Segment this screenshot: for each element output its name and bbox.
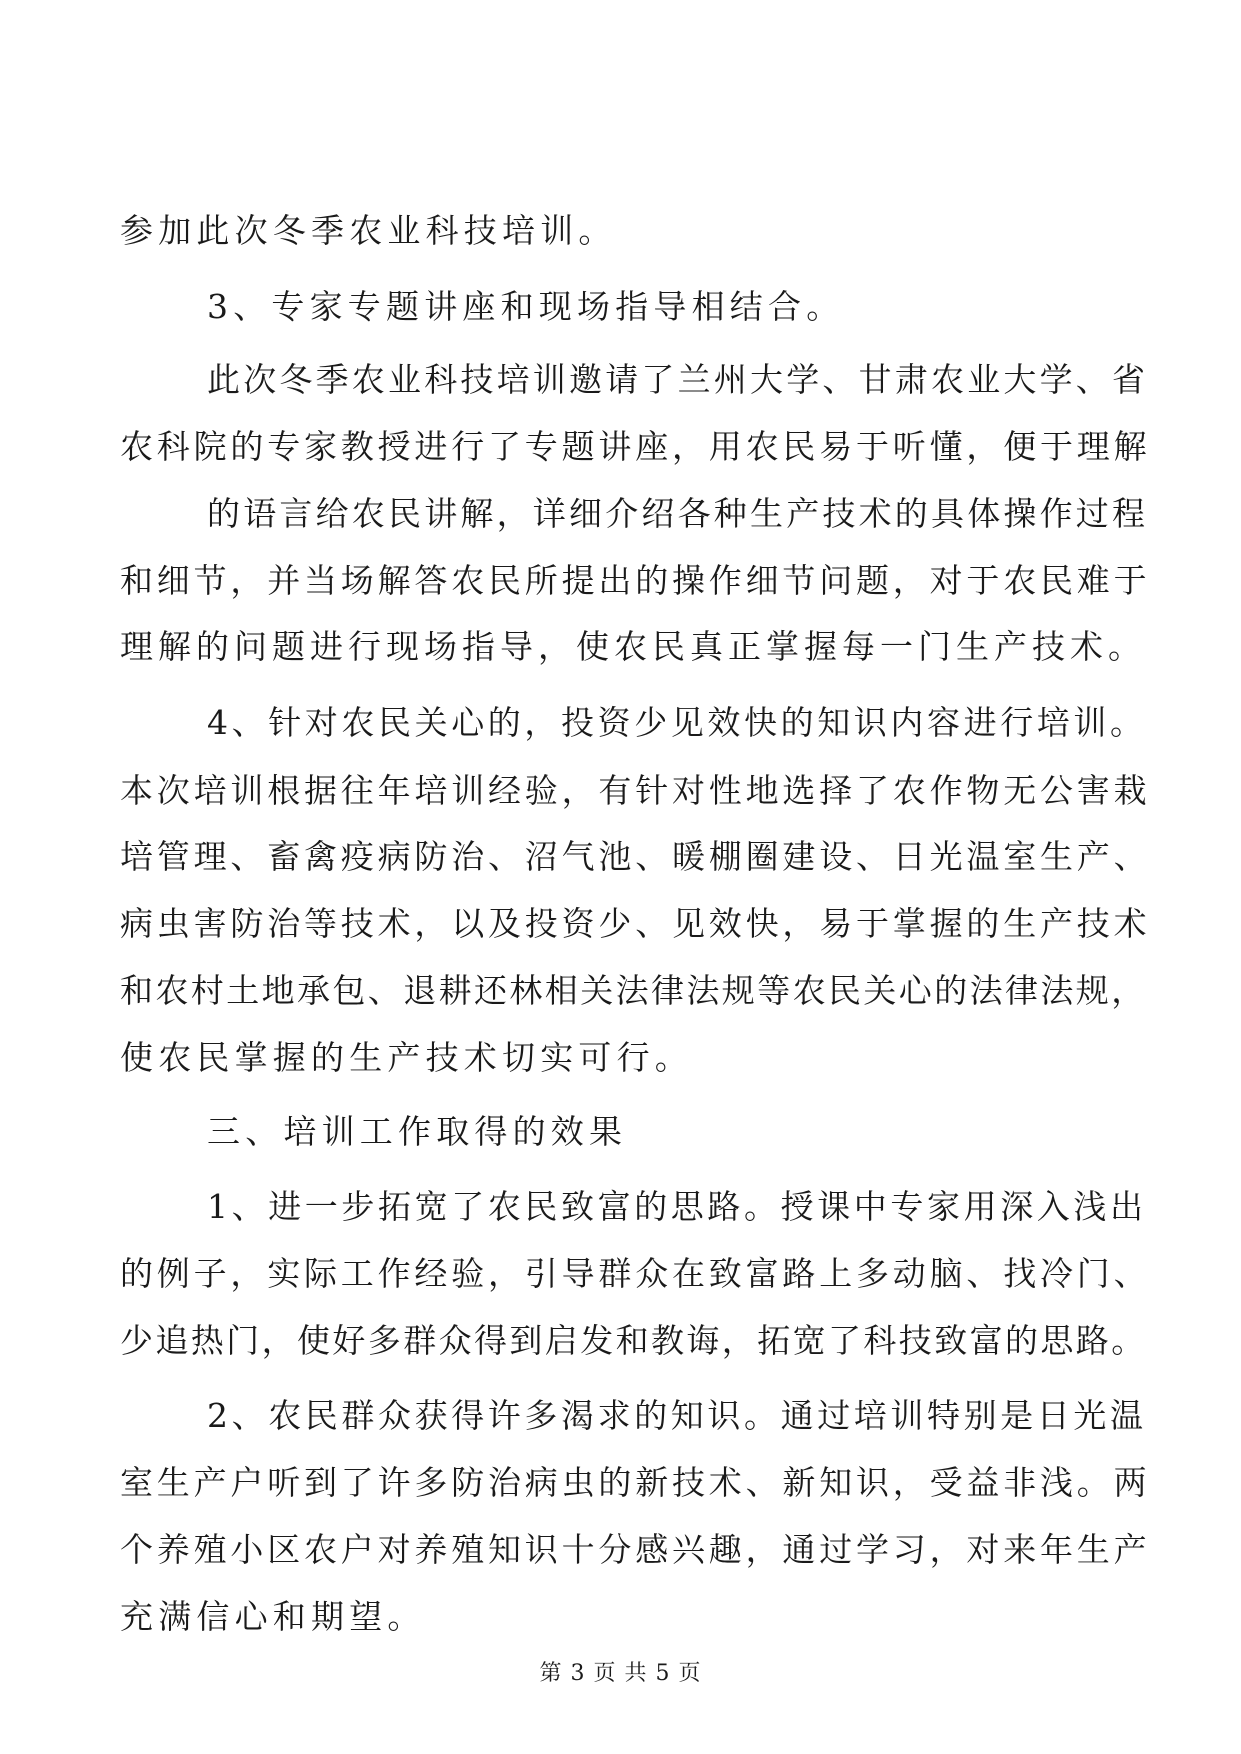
body-line-6: 和细节，并当场解答农民所提出的操作细节问题，对于农民难于	[120, 561, 1151, 600]
page-number-footer: 第 3 页 共 5 页	[539, 1661, 702, 1686]
body-line-19: 室生产户听到了许多防治病虫的新技术、新知识，受益非浅。两	[120, 1463, 1151, 1502]
body-line-11: 病虫害防治等技术，以及投资少、见效快，易于掌握的生产技术	[120, 904, 1151, 943]
body-line-2: 3、专家专题讲座和现场指导相结合。	[207, 287, 845, 326]
body-line-18: 2、农民群众获得许多渴求的知识。通过培训特别是日光温	[207, 1396, 1147, 1435]
body-line-10: 培管理、畜禽疫病防治、沼气池、暖棚圈建设、日光温室生产、	[120, 837, 1151, 876]
body-line-21-text: 充满信心和期望。	[120, 1597, 426, 1636]
body-line-9: 本次培训根据往年培训经验，有针对性地选择了农作物无公害栽	[120, 771, 1151, 810]
body-line-16: 的例子，实际工作经验，引导群众在致富路上多动脑、找冷门、	[120, 1254, 1151, 1293]
body-line-13: 使农民掌握的生产技术切实可行。	[120, 1038, 693, 1077]
body-line-4: 农科院的专家教授进行了专题讲座，用农民易于听懂，便于理解	[120, 427, 1151, 466]
body-line-1: 参加此次冬季农业科技培训。	[120, 211, 617, 250]
body-line-12: 和农村土地承包、退耕还林相关法律法规等农民关心的法律法规，	[120, 971, 1147, 1010]
body-line-15: 1、进一步拓宽了农民致富的思路。授课中专家用深入浅出	[207, 1187, 1147, 1226]
body-line-3: 此次冬季农业科技培训邀请了兰州大学、甘肃农业大学、省	[207, 360, 1149, 399]
body-line-17: 少追热门，使好多群众得到启发和教诲，拓宽了科技致富的思路。	[120, 1321, 1147, 1360]
body-line-20: 个养殖小区农户对养殖知识十分感兴趣，通过学习，对来年生产	[120, 1530, 1151, 1569]
section-heading-3: 三、培训工作取得的效果	[207, 1112, 628, 1151]
body-line-7: 理解的问题进行现场指导，使农民真正掌握每一门生产技术。	[120, 627, 1146, 666]
body-line-5: 的语言给农民讲解，详细介绍各种生产技术的具体操作过程	[207, 494, 1149, 533]
body-line-8: 4、针对农民关心的，投资少见效快的知识内容进行培训。	[207, 703, 1147, 742]
